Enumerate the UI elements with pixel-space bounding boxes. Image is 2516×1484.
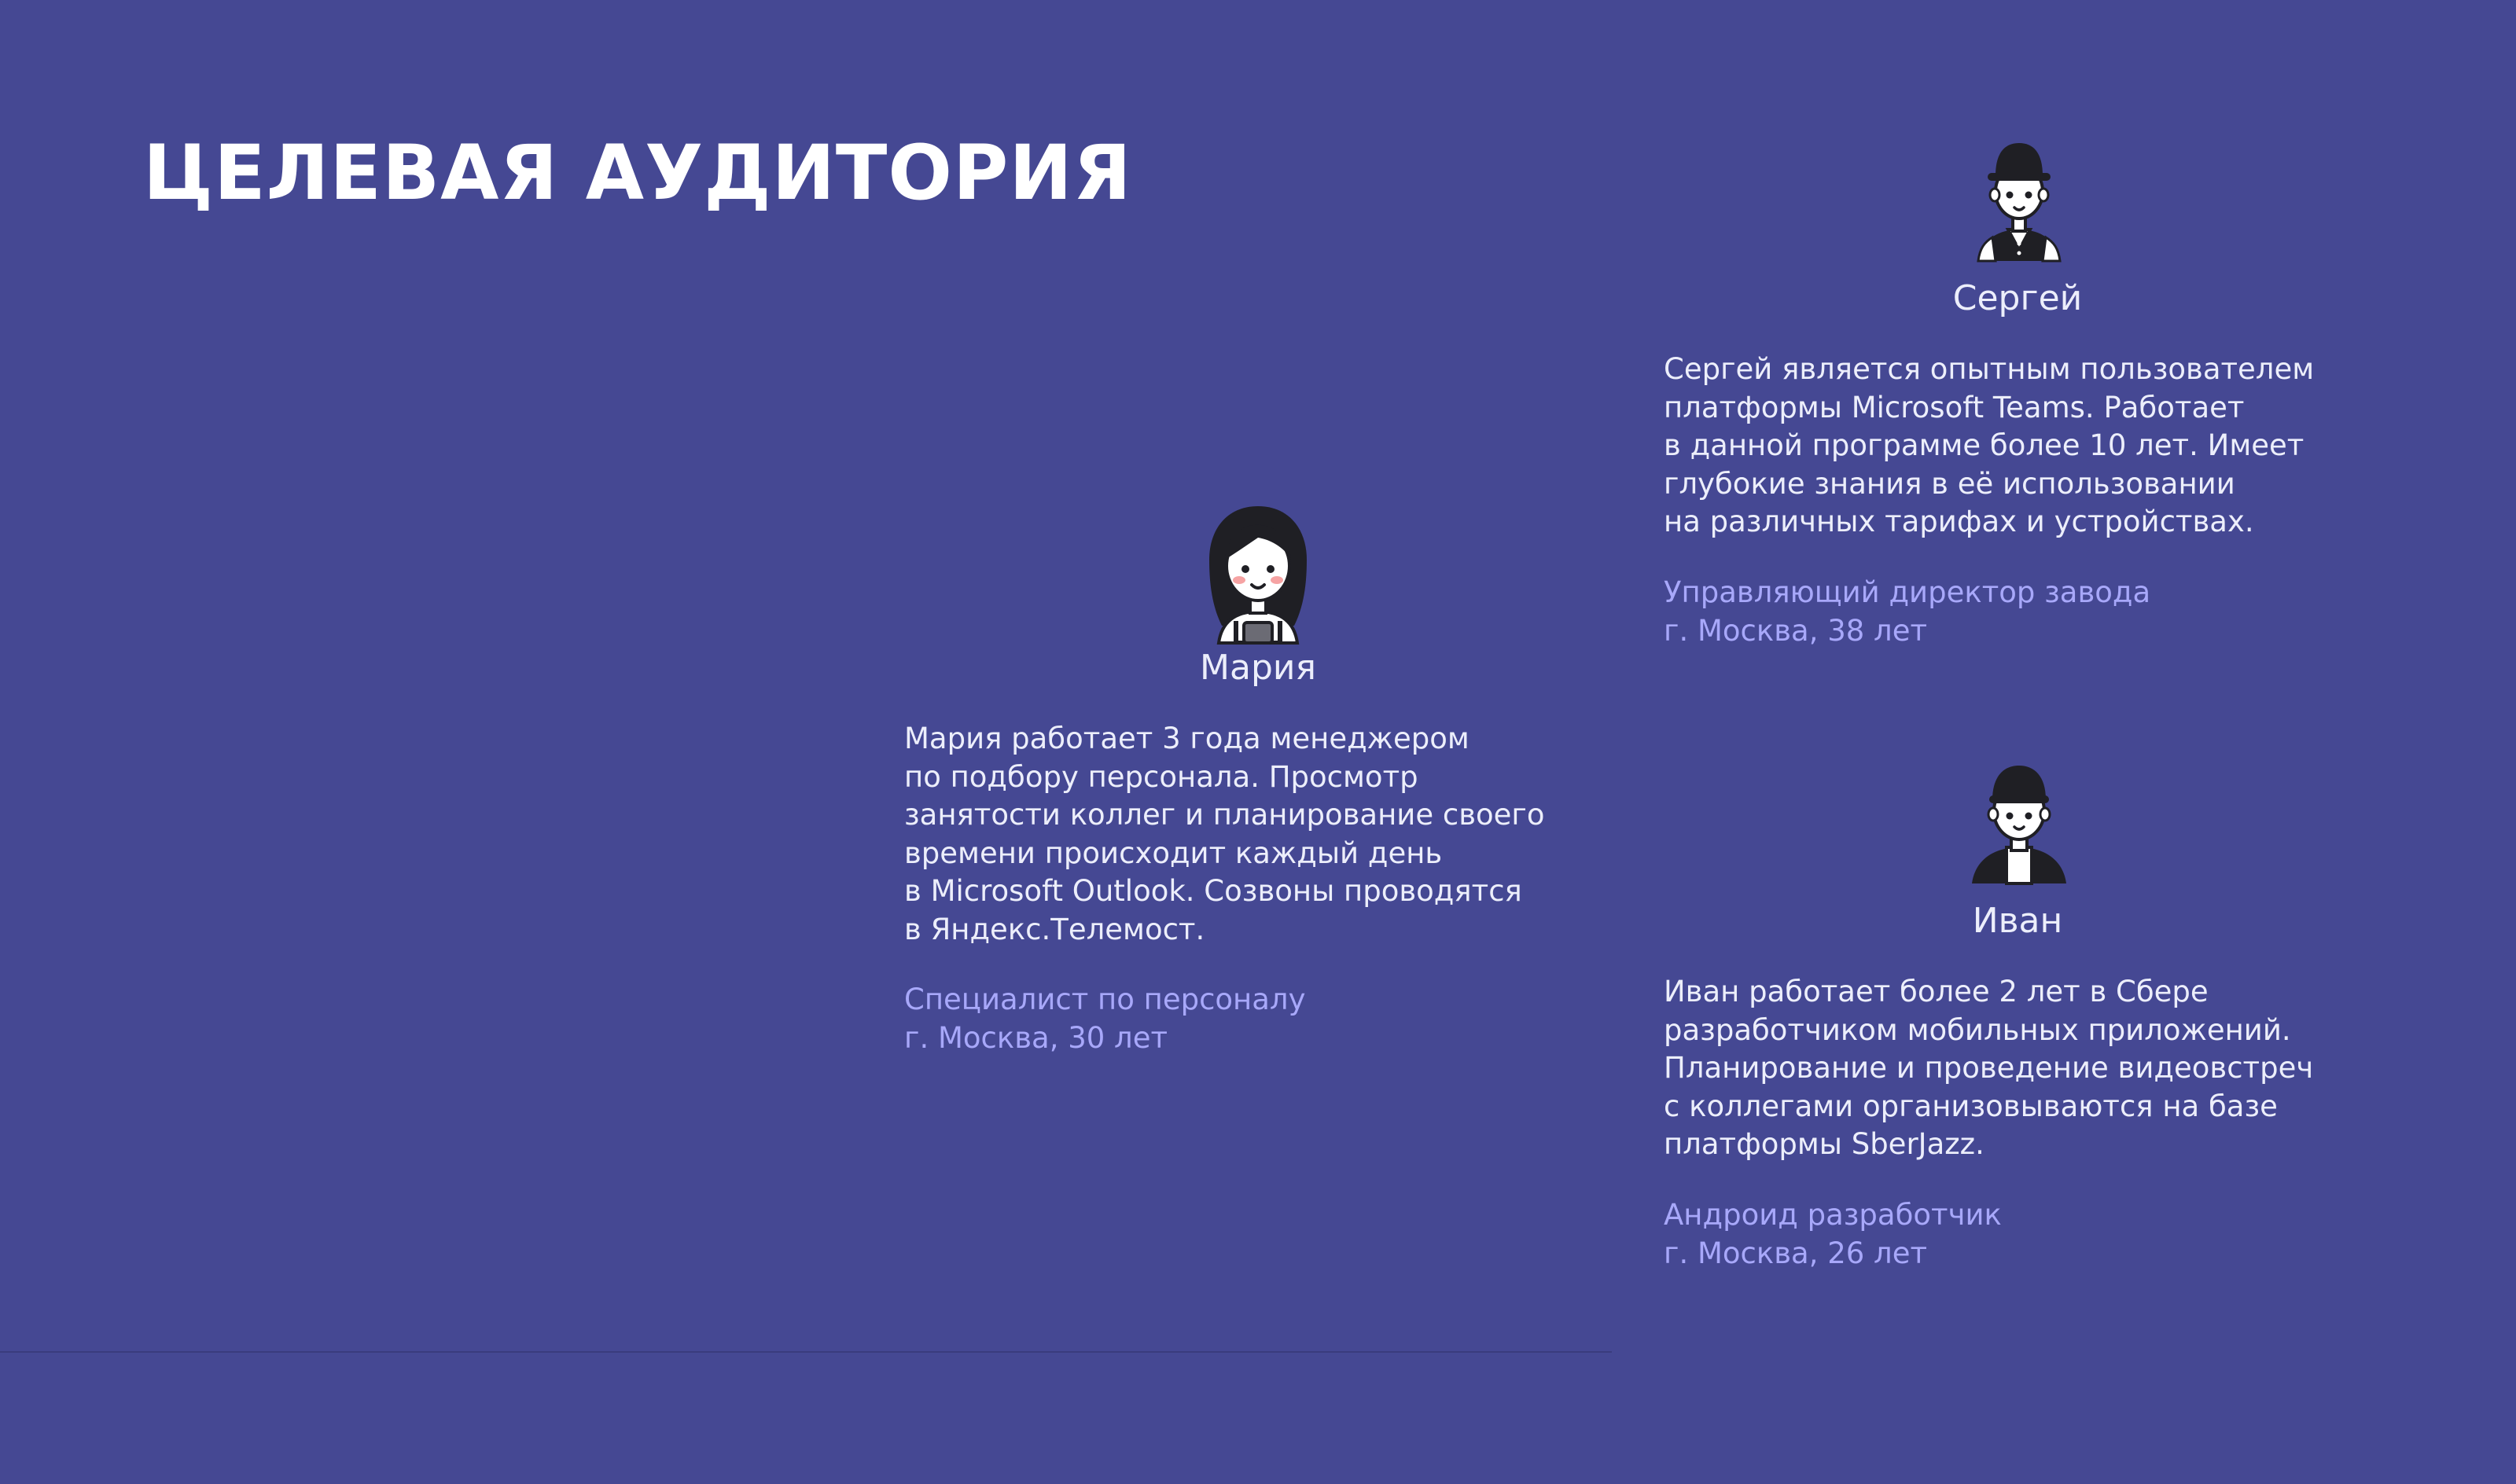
man-in-cap-avatar-icon: [1956, 750, 2082, 891]
persona-meta-maria: [904, 981, 1305, 1057]
persona-role-maria: Специалист по персоналу: [904, 983, 1306, 1016]
slide-title: ЦЕЛЕВАЯ АУДИТОРИЯ: [143, 129, 1132, 217]
woman-avatar-icon: [1195, 503, 1321, 645]
persona-description-ivan: Иван работает более 2 лет в Сбере разработчиком мобильных приложений. Планирование и проведение видеовстреч с коллегами организовываются на базе платформы SberJazz.: [1664, 975, 2314, 1161]
persona-meta-sergey: [1664, 574, 2150, 650]
persona-description-sergey: Сергей является опытным пользователем платформы Microsoft Teams. Работает в данной программе более 10 лет. Имеет глубокие знания в её использовании на различных тарифах и устройствах.: [1664, 352, 2315, 538]
persona-location-age-maria: г. Москва, 30 лет: [904, 1020, 1168, 1055]
bottom-divider: [0, 1351, 1612, 1353]
persona-description-maria: Мария работает 3 года менеджером по подбору персонала. Просмотр занятости коллег и планирование своего времени происходит каждый день в Microsoft Outlook. Созвоны проводятся в Яндекс.Телемост.: [904, 722, 1545, 946]
man-in-hat-avatar-icon: [1956, 129, 2082, 270]
persona-name-ivan: Иван: [1972, 901, 2063, 941]
persona-role-sergey: Управляющий директор завода: [1664, 575, 2151, 609]
persona-location-age-ivan: г. Москва, 26 лет: [1664, 1236, 1928, 1270]
persona-location-age-sergey: г. Москва, 38 лет: [1664, 613, 1928, 648]
persona-meta-ivan: [1664, 1196, 2002, 1273]
persona-name-maria: Мария: [1200, 648, 1316, 688]
persona-role-ivan: Андроид разработчик: [1664, 1198, 2002, 1232]
persona-name-sergey: Сергей: [1952, 278, 2083, 318]
